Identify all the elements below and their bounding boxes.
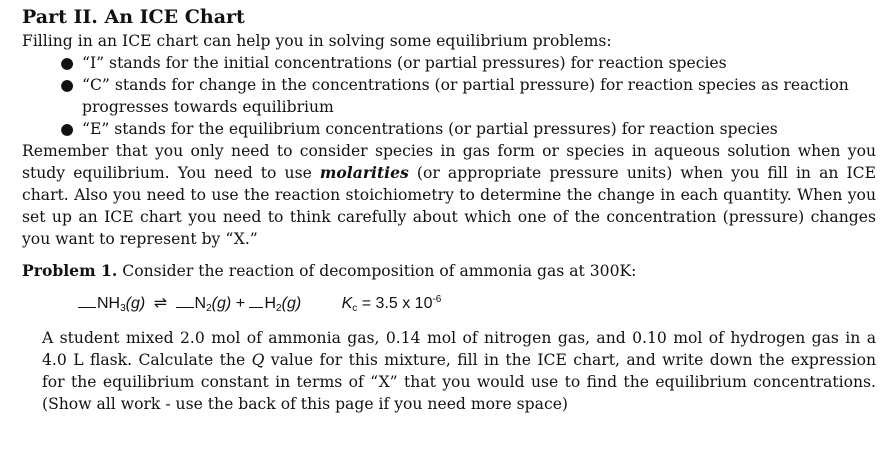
student-scenario <box>42 327 876 415</box>
kc-exponent: -6 <box>432 294 442 305</box>
bullet-initial <box>58 52 876 74</box>
paragraph-text-end: (or appropriate pressure units) when you fill in an ICE chart. Also you need to use the reaction stoichiometry to determine the change in each quantity. When you set up an ICE chart you need to think carefully about which one of the concentration (pressure) changes you want to represent by “X.” <box>22 164 876 248</box>
coefficient-blank-n2[interactable] <box>176 293 194 308</box>
reactant-subscript: 3 <box>120 303 126 314</box>
q-symbol: Q <box>251 351 265 369</box>
kc-subscript: c <box>352 303 358 314</box>
section-title: Part II. An ICE Chart <box>22 6 245 28</box>
product1-state: (g) <box>211 295 232 312</box>
kc-symbol: K <box>341 295 353 312</box>
paragraph-bold-word: molarities <box>319 163 409 182</box>
bullet-initial-text: “I” stands for the initial concentrations (or partial pressures) for reaction species <box>82 54 727 72</box>
reaction-equation <box>78 288 876 321</box>
bullet-equilibrium-text: “E” stands for the equilibrium concentrations (or partial pressures) for reaction species <box>82 120 778 138</box>
coefficient-blank-nh3[interactable] <box>78 293 96 308</box>
bullet-dot-icon: ● <box>60 76 74 94</box>
product2-formula: H <box>264 295 277 312</box>
product1-formula: N <box>194 295 207 312</box>
problem-label: Problem 1. <box>22 261 118 280</box>
coefficient-blank-h2[interactable] <box>249 293 263 308</box>
plus-sign: + <box>235 295 246 312</box>
problem-statement: Consider the reaction of decomposition of ammonia gas at 300K: <box>117 262 637 280</box>
bullet-change-text: “C” stands for change in the concentrations (or partial pressure) for reaction species as reaction progresses towards equilibrium <box>82 76 849 116</box>
instructions-paragraph <box>22 140 876 250</box>
scenario-text-end: value for this mixture, fill in the ICE chart, and write down the expression for the equilibrium constant in terms of “X” that you would use to find the equilibrium concentrations. (Show all work - use the back of this page if you need more space) <box>42 351 877 413</box>
bullet-dot-icon: ● <box>60 120 74 138</box>
problem-heading <box>22 260 876 282</box>
equilibrium-arrow-icon: ⇌ <box>153 293 168 312</box>
reactant-state: (g) <box>125 295 146 312</box>
kc-value: = 3.5 x 10 <box>361 295 433 312</box>
bullet-change <box>58 74 876 118</box>
bullet-equilibrium <box>58 118 876 140</box>
bullet-dot-icon: ● <box>60 54 74 72</box>
scenario-text-start: A student mixed 2.0 mol of ammonia gas, 0.14 mol of nitrogen gas, and 0.10 mol of hydrogen gas in a 4.0 L flask. Calculate the <box>42 329 876 369</box>
product2-state: (g) <box>281 295 302 312</box>
product1-subscript: 2 <box>206 303 212 314</box>
ice-definition-list <box>22 52 876 140</box>
intro-text: Filling in an ICE chart can help you in solving some equilibrium problems: <box>22 32 612 50</box>
paragraph-text-start: Remember that you only need to consider species in gas form or species in aqueous solution when you study equilibrium. You need to use <box>22 142 876 182</box>
product2-subscript: 2 <box>276 303 282 314</box>
reactant-formula: NH <box>97 295 121 312</box>
